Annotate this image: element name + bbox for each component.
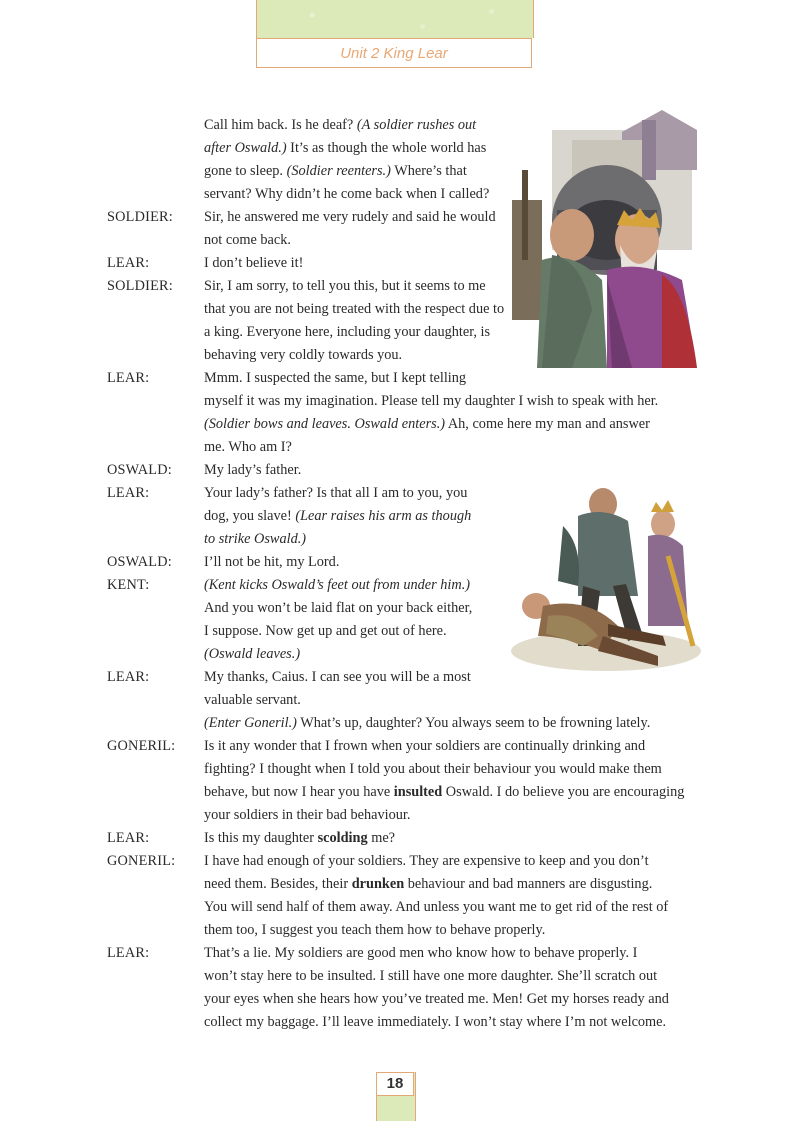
dialogue-line: won’t stay here to be insulted. I still have one more daughter. She’ll scratch out	[204, 968, 658, 984]
dialogue-line: fighting? I thought when I told you about their behaviour you would make them	[204, 761, 662, 777]
dialogue-line: not come back.	[204, 232, 291, 248]
dialogue-line: after Oswald.) It’s as though the whole world has	[204, 140, 487, 156]
dialogue-line: need them. Besides, their drunken behaviour and bad manners are disgusting.	[204, 876, 653, 892]
dialogue-line: behave, but now I hear you have insulted Oswald. I do believe you are encouraging	[204, 784, 685, 800]
speaker-label: OSWALD:	[107, 554, 172, 570]
dialogue-line: You will send half of them away. And unless you want me to get rid of the rest of	[204, 899, 669, 915]
dialogue-line: (Enter Goneril.) What’s up, daughter? You always seem to be frowning lately.	[204, 715, 651, 731]
dialogue-line: My thanks, Caius. I can see you will be a most	[204, 669, 471, 685]
dialogue-line: (Oswald leaves.)	[204, 646, 301, 662]
speaker-label: KENT:	[107, 577, 150, 593]
dialogue-line: Call him back. Is he deaf? (A soldier rushes out	[204, 117, 477, 133]
dialogue-line: your eyes when she hears how you’ve treated me. Men! Get my horses ready and	[204, 991, 669, 1007]
dialogue-line: valuable servant.	[204, 692, 301, 708]
dialogue-line: Sir, I am sorry, to tell you this, but it seems to me	[204, 278, 486, 294]
speaker-label: LEAR:	[107, 255, 150, 271]
dialogue-line: Your lady’s father? Is that all I am to you, you	[204, 485, 468, 501]
kent-oswald-illustration	[508, 486, 704, 674]
dialogue-line: Mmm. I suspected the same, but I kept telling	[204, 370, 467, 386]
dialogue-line: dog, you slave! (Lear raises his arm as though	[204, 508, 472, 524]
dialogue-line: (Soldier bows and leaves. Oswald enters.) Ah, come here my man and answer	[204, 416, 650, 432]
speaker-label: LEAR:	[107, 830, 150, 846]
dialogue-line: to strike Oswald.)	[204, 531, 307, 547]
speaker-label: SOLDIER:	[107, 278, 173, 294]
lear-soldier-illustration	[512, 110, 700, 368]
speaker-label: GONERIL:	[107, 853, 176, 869]
dialogue-line: myself it was my imagination. Please tell my daughter I wish to speak with her.	[204, 393, 659, 409]
speaker-label: SOLDIER:	[107, 209, 173, 225]
speaker-label: LEAR:	[107, 945, 150, 961]
dialogue-line: them too, I suggest you teach them how to behave properly.	[204, 922, 546, 938]
dialogue-line: Is it any wonder that I frown when your soldiers are continually drinking and	[204, 738, 646, 754]
dialogue-line: I suppose. Now get up and get out of here.	[204, 623, 447, 639]
dialogue-line: My lady’s father.	[204, 462, 302, 478]
dialogue-line: And you won’t be laid flat on your back either,	[204, 600, 473, 616]
dialogue-line: That’s a lie. My soldiers are good men who know how to behave properly. I	[204, 945, 638, 961]
dialogue-line: gone to sleep. (Soldier reenters.) Where’s that	[204, 163, 467, 179]
dialogue-line: that you are not being treated with the respect due to	[204, 301, 505, 317]
dialogue-line: your soldiers in their bad behaviour.	[204, 807, 411, 823]
speaker-label: LEAR:	[107, 370, 150, 386]
dialogue-line: I’ll not be hit, my Lord.	[204, 554, 340, 570]
dialogue-line: behaving very coldly towards you.	[204, 347, 403, 363]
dialogue-line: me. Who am I?	[204, 439, 292, 455]
page-number: 18	[376, 1072, 414, 1096]
dialogue-line: a king. Everyone here, including your daughter, is	[204, 324, 491, 340]
speaker-label: OSWALD:	[107, 462, 172, 478]
speaker-label: LEAR:	[107, 669, 150, 685]
unit-title: Unit 2 King Lear	[256, 38, 532, 68]
dialogue-line: (Kent kicks Oswald’s feet out from under him.)	[204, 577, 471, 593]
dialogue-line: I don’t believe it!	[204, 255, 304, 271]
dialogue-line: I have had enough of your soldiers. They are expensive to keep and you don’t	[204, 853, 649, 869]
speaker-label: LEAR:	[107, 485, 150, 501]
dialogue-line: collect my baggage. I’ll leave immediately. I won’t stay where I’m not welcome.	[204, 1014, 667, 1030]
speaker-label: GONERIL:	[107, 738, 176, 754]
header-band	[256, 0, 534, 38]
dialogue-line: Sir, he answered me very rudely and said he would	[204, 209, 496, 225]
dialogue-line: Is this my daughter scolding me?	[204, 830, 396, 846]
dialogue-line: servant? Why didn’t he come back when I called?	[204, 186, 490, 202]
